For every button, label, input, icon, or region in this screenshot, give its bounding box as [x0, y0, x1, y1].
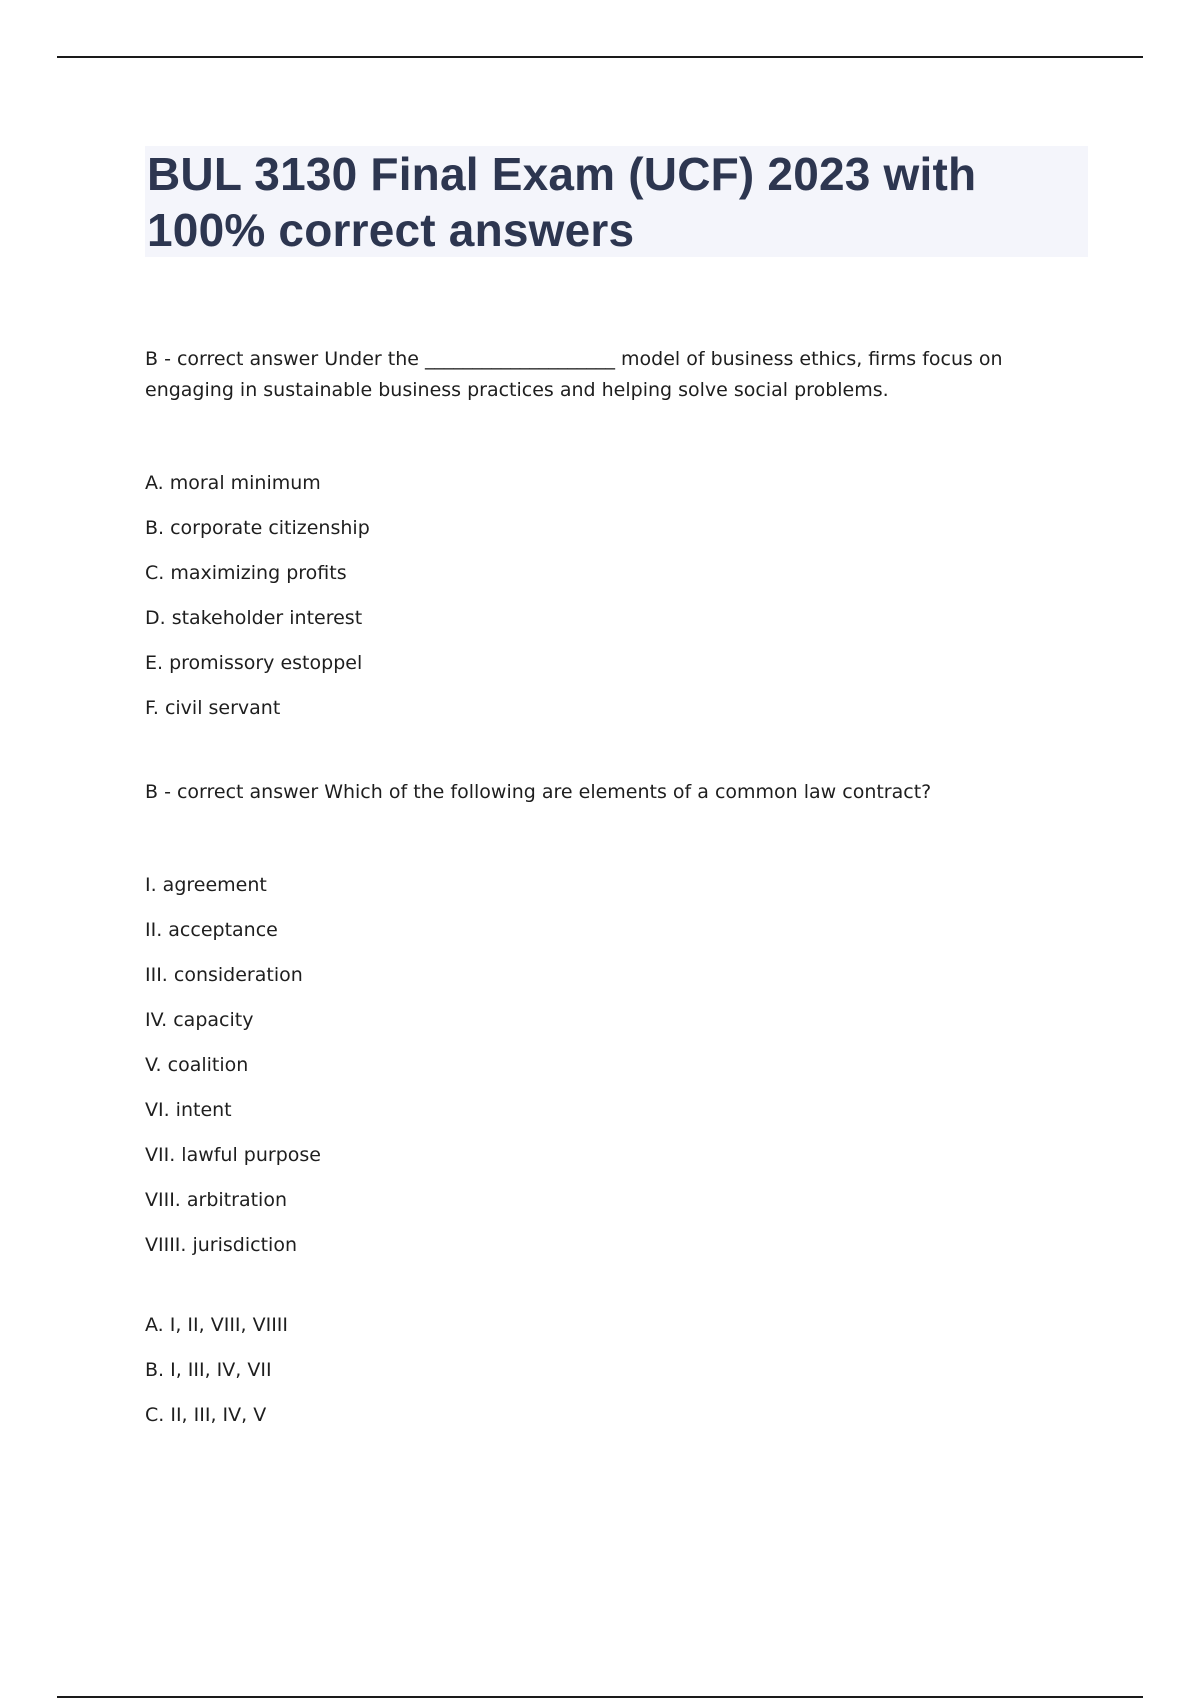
- document-title: BUL 3130 Final Exam (UCF) 2023 with 100% correct answers: [147, 148, 977, 256]
- question-1-text: B - correct answer Under the ____________________ model of business ethics, firms focus on engaging in sustainable business practices and helping solve social problems.: [145, 348, 1003, 401]
- option-item: A. I, II, VIII, VIIII: [145, 1314, 289, 1336]
- option-item: B. I, III, IV, VII: [145, 1359, 272, 1381]
- bottom-divider: [57, 1696, 1143, 1698]
- element-item: I. agreement: [145, 874, 267, 896]
- question-2-text: B - correct answer Which of the following are elements of a common law contract?: [145, 781, 932, 803]
- option-item: E. promissory estoppel: [145, 652, 363, 674]
- element-item: VI. intent: [145, 1099, 232, 1121]
- element-item: V. coalition: [145, 1054, 249, 1076]
- document-body: [145, 344, 1095, 1450]
- option-item: D. stakeholder interest: [145, 607, 363, 629]
- option-item: F. civil servant: [145, 697, 281, 719]
- option-item: C. maximizing profits: [145, 562, 347, 584]
- element-item: VIII. arbitration: [145, 1189, 287, 1211]
- element-item: VIIII. jurisdiction: [145, 1234, 297, 1256]
- option-item: A. moral minimum: [145, 472, 321, 494]
- element-item: VII. lawful purpose: [145, 1144, 321, 1166]
- option-item: B. corporate citizenship: [145, 517, 370, 539]
- option-item: C. II, III, IV, V: [145, 1404, 267, 1426]
- element-item: IV. capacity: [145, 1009, 254, 1031]
- top-divider: [57, 56, 1143, 58]
- question-2-options: [145, 1315, 1095, 1450]
- element-item: II. acceptance: [145, 919, 278, 941]
- title-banner: [145, 146, 1088, 257]
- question-2-elements: [145, 875, 1095, 1280]
- question-1-options: [145, 473, 1095, 743]
- element-item: III. consideration: [145, 964, 303, 986]
